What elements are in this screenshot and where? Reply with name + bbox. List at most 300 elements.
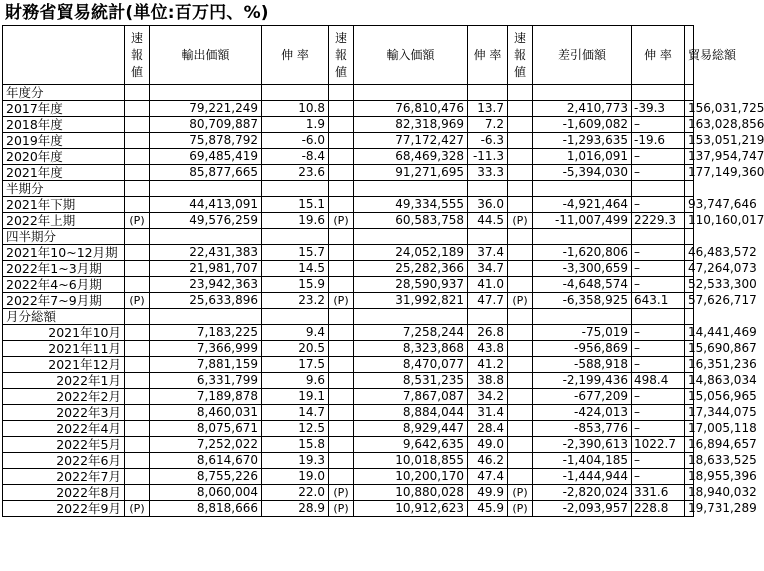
total-value: 46,483,572 (685, 245, 694, 261)
export-rate: 23.2 (262, 293, 329, 309)
export-rate: -8.4 (262, 149, 329, 165)
balance-value: 2,410,773 (533, 101, 632, 117)
total-value: 110,160,017 (685, 213, 694, 229)
balance-value: -2,390,613 (533, 437, 632, 453)
import-sokuho (329, 277, 354, 293)
row-label: 2022年3月 (3, 405, 125, 421)
section-empty-cell (533, 181, 632, 197)
balance-rate: – (632, 405, 685, 421)
header-total: 貿易総額 (685, 26, 694, 85)
section-label: 半期分 (3, 181, 125, 197)
section-empty-cell (632, 309, 685, 325)
import-rate: 28.4 (468, 421, 508, 437)
export-value: 23,942,363 (150, 277, 262, 293)
row-label: 2022年上期 (3, 213, 125, 229)
import-rate: 41.2 (468, 357, 508, 373)
import-sokuho (329, 325, 354, 341)
export-rate: 15.7 (262, 245, 329, 261)
export-rate: 10.8 (262, 101, 329, 117)
row-label: 2021年度 (3, 165, 125, 181)
row-label: 2022年4~6月期 (3, 277, 125, 293)
section-empty-cell (150, 85, 262, 101)
section-empty-cell (685, 229, 694, 245)
total-value: 17,005,118 (685, 421, 694, 437)
section-empty-cell (125, 309, 150, 325)
export-sokuho: (P) (125, 501, 150, 517)
header-sokuho-export: 速報値 (125, 26, 150, 85)
row-label: 2022年4月 (3, 421, 125, 437)
import-rate: 36.0 (468, 197, 508, 213)
balance-sokuho (508, 357, 533, 373)
balance-sokuho (508, 373, 533, 389)
export-value: 8,755,226 (150, 469, 262, 485)
import-sokuho (329, 101, 354, 117)
export-value: 85,877,665 (150, 165, 262, 181)
total-value: 17,344,075 (685, 405, 694, 421)
section-empty-cell (329, 229, 354, 245)
table-row (3, 357, 694, 373)
export-sokuho (125, 165, 150, 181)
import-sokuho (329, 373, 354, 389)
section-empty-cell (262, 309, 329, 325)
export-value: 7,189,878 (150, 389, 262, 405)
import-rate: 46.2 (468, 453, 508, 469)
export-value: 79,221,249 (150, 101, 262, 117)
row-label: 2021年下期 (3, 197, 125, 213)
balance-value: -6,358,925 (533, 293, 632, 309)
export-sokuho (125, 453, 150, 469)
section-empty-cell (329, 181, 354, 197)
export-value: 7,366,999 (150, 341, 262, 357)
export-sokuho (125, 341, 150, 357)
import-rate: 44.5 (468, 213, 508, 229)
import-rate: 13.7 (468, 101, 508, 117)
import-rate: 34.7 (468, 261, 508, 277)
export-sokuho (125, 357, 150, 373)
import-value: 31,992,821 (354, 293, 468, 309)
balance-rate: 331.6 (632, 485, 685, 501)
export-rate: 19.0 (262, 469, 329, 485)
section-empty-cell (262, 229, 329, 245)
balance-rate: – (632, 117, 685, 133)
row-label: 2020年度 (3, 149, 125, 165)
import-rate: 47.4 (468, 469, 508, 485)
balance-value: 1,016,091 (533, 149, 632, 165)
import-sokuho: (P) (329, 293, 354, 309)
balance-value: -5,394,030 (533, 165, 632, 181)
row-label: 2022年1~3月期 (3, 261, 125, 277)
import-rate: 45.9 (468, 501, 508, 517)
balance-sokuho (508, 149, 533, 165)
export-sokuho: (P) (125, 293, 150, 309)
section-empty-cell (468, 85, 508, 101)
table-row (3, 149, 694, 165)
balance-rate: – (632, 245, 685, 261)
balance-sokuho (508, 421, 533, 437)
balance-value: -2,199,436 (533, 373, 632, 389)
export-sokuho (125, 389, 150, 405)
export-value: 7,252,022 (150, 437, 262, 453)
export-rate: 12.5 (262, 421, 329, 437)
balance-rate: – (632, 469, 685, 485)
export-sokuho (125, 117, 150, 133)
balance-value: -3,300,659 (533, 261, 632, 277)
export-sokuho (125, 485, 150, 501)
export-rate: -6.0 (262, 133, 329, 149)
balance-sokuho (508, 197, 533, 213)
total-value: 18,633,525 (685, 453, 694, 469)
export-value: 44,413,091 (150, 197, 262, 213)
balance-sokuho (508, 469, 533, 485)
balance-sokuho (508, 261, 533, 277)
balance-value: -1,620,806 (533, 245, 632, 261)
export-sokuho (125, 421, 150, 437)
import-sokuho (329, 261, 354, 277)
balance-value: -588,918 (533, 357, 632, 373)
row-label: 2022年7~9月期 (3, 293, 125, 309)
export-sokuho (125, 101, 150, 117)
table-row (3, 197, 694, 213)
import-value: 8,929,447 (354, 421, 468, 437)
export-value: 22,431,383 (150, 245, 262, 261)
table-row (3, 261, 694, 277)
export-sokuho (125, 373, 150, 389)
export-value: 7,881,159 (150, 357, 262, 373)
row-label: 2022年7月 (3, 469, 125, 485)
export-rate: 15.9 (262, 277, 329, 293)
balance-value: -853,776 (533, 421, 632, 437)
export-sokuho (125, 325, 150, 341)
balance-rate: – (632, 357, 685, 373)
export-value: 8,075,671 (150, 421, 262, 437)
table-row (3, 389, 694, 405)
balance-sokuho (508, 101, 533, 117)
total-value: 15,690,867 (685, 341, 694, 357)
page-title: 財務省貿易統計(単位:百万円、%) (5, 3, 269, 23)
trade-statistics-table (2, 25, 764, 517)
import-rate: 49.0 (468, 437, 508, 453)
import-rate: 33.3 (468, 165, 508, 181)
import-rate: 43.8 (468, 341, 508, 357)
balance-value: -677,209 (533, 389, 632, 405)
balance-sokuho (508, 405, 533, 421)
import-sokuho (329, 149, 354, 165)
header-import: 輸入価額 (354, 26, 468, 85)
total-value: 177,149,360 (685, 165, 694, 181)
section-empty-cell (125, 85, 150, 101)
export-rate: 19.3 (262, 453, 329, 469)
import-sokuho (329, 133, 354, 149)
export-sokuho (125, 437, 150, 453)
import-value: 10,200,170 (354, 469, 468, 485)
export-sokuho (125, 405, 150, 421)
header-import-rate: 伸 率 (468, 26, 508, 85)
export-rate: 9.6 (262, 373, 329, 389)
export-rate: 1.9 (262, 117, 329, 133)
import-sokuho: (P) (329, 501, 354, 517)
balance-rate: – (632, 389, 685, 405)
table-row (3, 421, 694, 437)
balance-value: -1,293,635 (533, 133, 632, 149)
export-rate: 19.1 (262, 389, 329, 405)
balance-sokuho (508, 117, 533, 133)
row-label: 2018年度 (3, 117, 125, 133)
balance-sokuho (508, 277, 533, 293)
section-empty-cell (150, 229, 262, 245)
balance-rate: – (632, 341, 685, 357)
section-empty-cell (533, 309, 632, 325)
balance-sokuho: (P) (508, 213, 533, 229)
export-value: 7,183,225 (150, 325, 262, 341)
import-value: 10,018,855 (354, 453, 468, 469)
table-row (3, 485, 694, 501)
table-row (3, 325, 694, 341)
total-value: 57,626,717 (685, 293, 694, 309)
balance-rate: – (632, 421, 685, 437)
table-row (3, 133, 694, 149)
balance-rate: 2229.3 (632, 213, 685, 229)
import-value: 82,318,969 (354, 117, 468, 133)
row-label: 2021年10~12月期 (3, 245, 125, 261)
row-label: 2022年8月 (3, 485, 125, 501)
row-label: 2021年12月 (3, 357, 125, 373)
section-empty-cell (125, 181, 150, 197)
header-balance-rate: 伸 率 (632, 26, 685, 85)
balance-value: -1,609,082 (533, 117, 632, 133)
total-value: 18,955,396 (685, 469, 694, 485)
export-value: 8,460,031 (150, 405, 262, 421)
import-value: 25,282,366 (354, 261, 468, 277)
section-empty-cell (632, 229, 685, 245)
import-sokuho (329, 389, 354, 405)
table-row (3, 165, 694, 181)
balance-sokuho (508, 389, 533, 405)
section-label: 四半期分 (3, 229, 125, 245)
balance-rate: 498.4 (632, 373, 685, 389)
balance-rate: – (632, 453, 685, 469)
header-sokuho-balance: 速報値 (508, 26, 533, 85)
header-sokuho-import: 速報値 (329, 26, 354, 85)
export-sokuho (125, 197, 150, 213)
export-value: 21,981,707 (150, 261, 262, 277)
balance-sokuho (508, 133, 533, 149)
section-empty-cell (508, 309, 533, 325)
header-export-rate: 伸 率 (262, 26, 329, 85)
import-sokuho: (P) (329, 485, 354, 501)
section-empty-cell (354, 229, 468, 245)
row-label: 2022年2月 (3, 389, 125, 405)
import-value: 60,583,758 (354, 213, 468, 229)
row-label: 2022年6月 (3, 453, 125, 469)
total-value: 137,954,747 (685, 149, 694, 165)
section-empty-cell (329, 85, 354, 101)
section-empty-cell (632, 85, 685, 101)
section-row (3, 229, 694, 245)
section-row (3, 85, 694, 101)
balance-rate: 1022.7 (632, 437, 685, 453)
balance-rate: – (632, 197, 685, 213)
import-sokuho (329, 421, 354, 437)
import-value: 7,867,087 (354, 389, 468, 405)
balance-rate: – (632, 149, 685, 165)
section-empty-cell (125, 229, 150, 245)
table-row (3, 213, 694, 229)
section-empty-cell (354, 181, 468, 197)
import-rate: 41.0 (468, 277, 508, 293)
export-sokuho (125, 133, 150, 149)
table-row (3, 117, 694, 133)
balance-rate: – (632, 165, 685, 181)
import-rate: 47.7 (468, 293, 508, 309)
export-rate: 15.1 (262, 197, 329, 213)
import-value: 28,590,937 (354, 277, 468, 293)
balance-rate: 643.1 (632, 293, 685, 309)
import-sokuho (329, 117, 354, 133)
row-label: 2022年9月 (3, 501, 125, 517)
row-label: 2017年度 (3, 101, 125, 117)
balance-value: -4,921,464 (533, 197, 632, 213)
export-sokuho: (P) (125, 213, 150, 229)
import-rate: 37.4 (468, 245, 508, 261)
import-sokuho (329, 197, 354, 213)
section-empty-cell (685, 309, 694, 325)
balance-rate: – (632, 277, 685, 293)
export-rate: 28.9 (262, 501, 329, 517)
export-rate: 22.0 (262, 485, 329, 501)
table-row (3, 101, 694, 117)
import-sokuho (329, 469, 354, 485)
import-rate: 49.9 (468, 485, 508, 501)
row-label: 2021年10月 (3, 325, 125, 341)
table-row (3, 277, 694, 293)
balance-value: -4,648,574 (533, 277, 632, 293)
header-row (3, 26, 694, 85)
total-value: 14,441,469 (685, 325, 694, 341)
balance-value: -1,404,185 (533, 453, 632, 469)
export-rate: 20.5 (262, 341, 329, 357)
balance-value: -2,820,024 (533, 485, 632, 501)
export-value: 25,633,896 (150, 293, 262, 309)
total-value: 14,863,034 (685, 373, 694, 389)
table-row (3, 469, 694, 485)
section-label: 月分総額 (3, 309, 125, 325)
section-empty-cell (354, 309, 468, 325)
total-value: 16,351,236 (685, 357, 694, 373)
section-empty-cell (685, 85, 694, 101)
total-value: 156,031,725 (685, 101, 694, 117)
import-value: 76,810,476 (354, 101, 468, 117)
import-rate: 38.8 (468, 373, 508, 389)
total-value: 93,747,646 (685, 197, 694, 213)
section-empty-cell (508, 85, 533, 101)
export-rate: 14.7 (262, 405, 329, 421)
export-rate: 23.6 (262, 165, 329, 181)
balance-rate: 228.8 (632, 501, 685, 517)
import-sokuho (329, 357, 354, 373)
section-label: 年度分 (3, 85, 125, 101)
import-sokuho (329, 405, 354, 421)
export-sokuho (125, 245, 150, 261)
section-empty-cell (533, 85, 632, 101)
section-empty-cell (150, 309, 262, 325)
table-row (3, 293, 694, 309)
section-empty-cell (354, 85, 468, 101)
section-empty-cell (508, 229, 533, 245)
import-value: 24,052,189 (354, 245, 468, 261)
import-sokuho (329, 453, 354, 469)
section-empty-cell (262, 181, 329, 197)
export-rate: 17.5 (262, 357, 329, 373)
header-blank (3, 26, 125, 85)
import-rate: 31.4 (468, 405, 508, 421)
header-export: 輸出価額 (150, 26, 262, 85)
section-empty-cell (508, 181, 533, 197)
row-label: 2019年度 (3, 133, 125, 149)
section-empty-cell (150, 181, 262, 197)
import-value: 9,642,635 (354, 437, 468, 453)
balance-sokuho (508, 437, 533, 453)
import-value: 68,469,328 (354, 149, 468, 165)
export-rate: 14.5 (262, 261, 329, 277)
section-empty-cell (468, 229, 508, 245)
import-rate: -6.3 (468, 133, 508, 149)
balance-rate: -19.6 (632, 133, 685, 149)
export-value: 49,576,259 (150, 213, 262, 229)
table-row (3, 405, 694, 421)
export-value: 8,060,004 (150, 485, 262, 501)
table-row (3, 437, 694, 453)
import-sokuho (329, 341, 354, 357)
export-sokuho (125, 261, 150, 277)
total-value: 15,056,965 (685, 389, 694, 405)
total-value: 18,940,032 (685, 485, 694, 501)
import-value: 8,470,077 (354, 357, 468, 373)
export-sokuho (125, 149, 150, 165)
export-value: 8,614,670 (150, 453, 262, 469)
section-row (3, 309, 694, 325)
balance-value: -75,019 (533, 325, 632, 341)
import-value: 8,884,044 (354, 405, 468, 421)
balance-rate: – (632, 325, 685, 341)
balance-sokuho: (P) (508, 501, 533, 517)
table-row (3, 245, 694, 261)
import-sokuho: (P) (329, 213, 354, 229)
row-label: 2021年11月 (3, 341, 125, 357)
import-rate: 7.2 (468, 117, 508, 133)
section-empty-cell (468, 181, 508, 197)
table-row (3, 373, 694, 389)
export-rate: 19.6 (262, 213, 329, 229)
export-value: 69,485,419 (150, 149, 262, 165)
balance-value: -1,444,944 (533, 469, 632, 485)
import-value: 8,323,868 (354, 341, 468, 357)
section-empty-cell (685, 181, 694, 197)
section-row (3, 181, 694, 197)
balance-sokuho (508, 165, 533, 181)
balance-value: -424,013 (533, 405, 632, 421)
row-label: 2022年1月 (3, 373, 125, 389)
balance-rate: – (632, 261, 685, 277)
table-row (3, 341, 694, 357)
export-value: 80,709,887 (150, 117, 262, 133)
import-value: 10,880,028 (354, 485, 468, 501)
section-empty-cell (262, 85, 329, 101)
balance-sokuho (508, 325, 533, 341)
export-sokuho (125, 469, 150, 485)
balance-value: -11,007,499 (533, 213, 632, 229)
balance-sokuho (508, 341, 533, 357)
import-rate: 26.8 (468, 325, 508, 341)
